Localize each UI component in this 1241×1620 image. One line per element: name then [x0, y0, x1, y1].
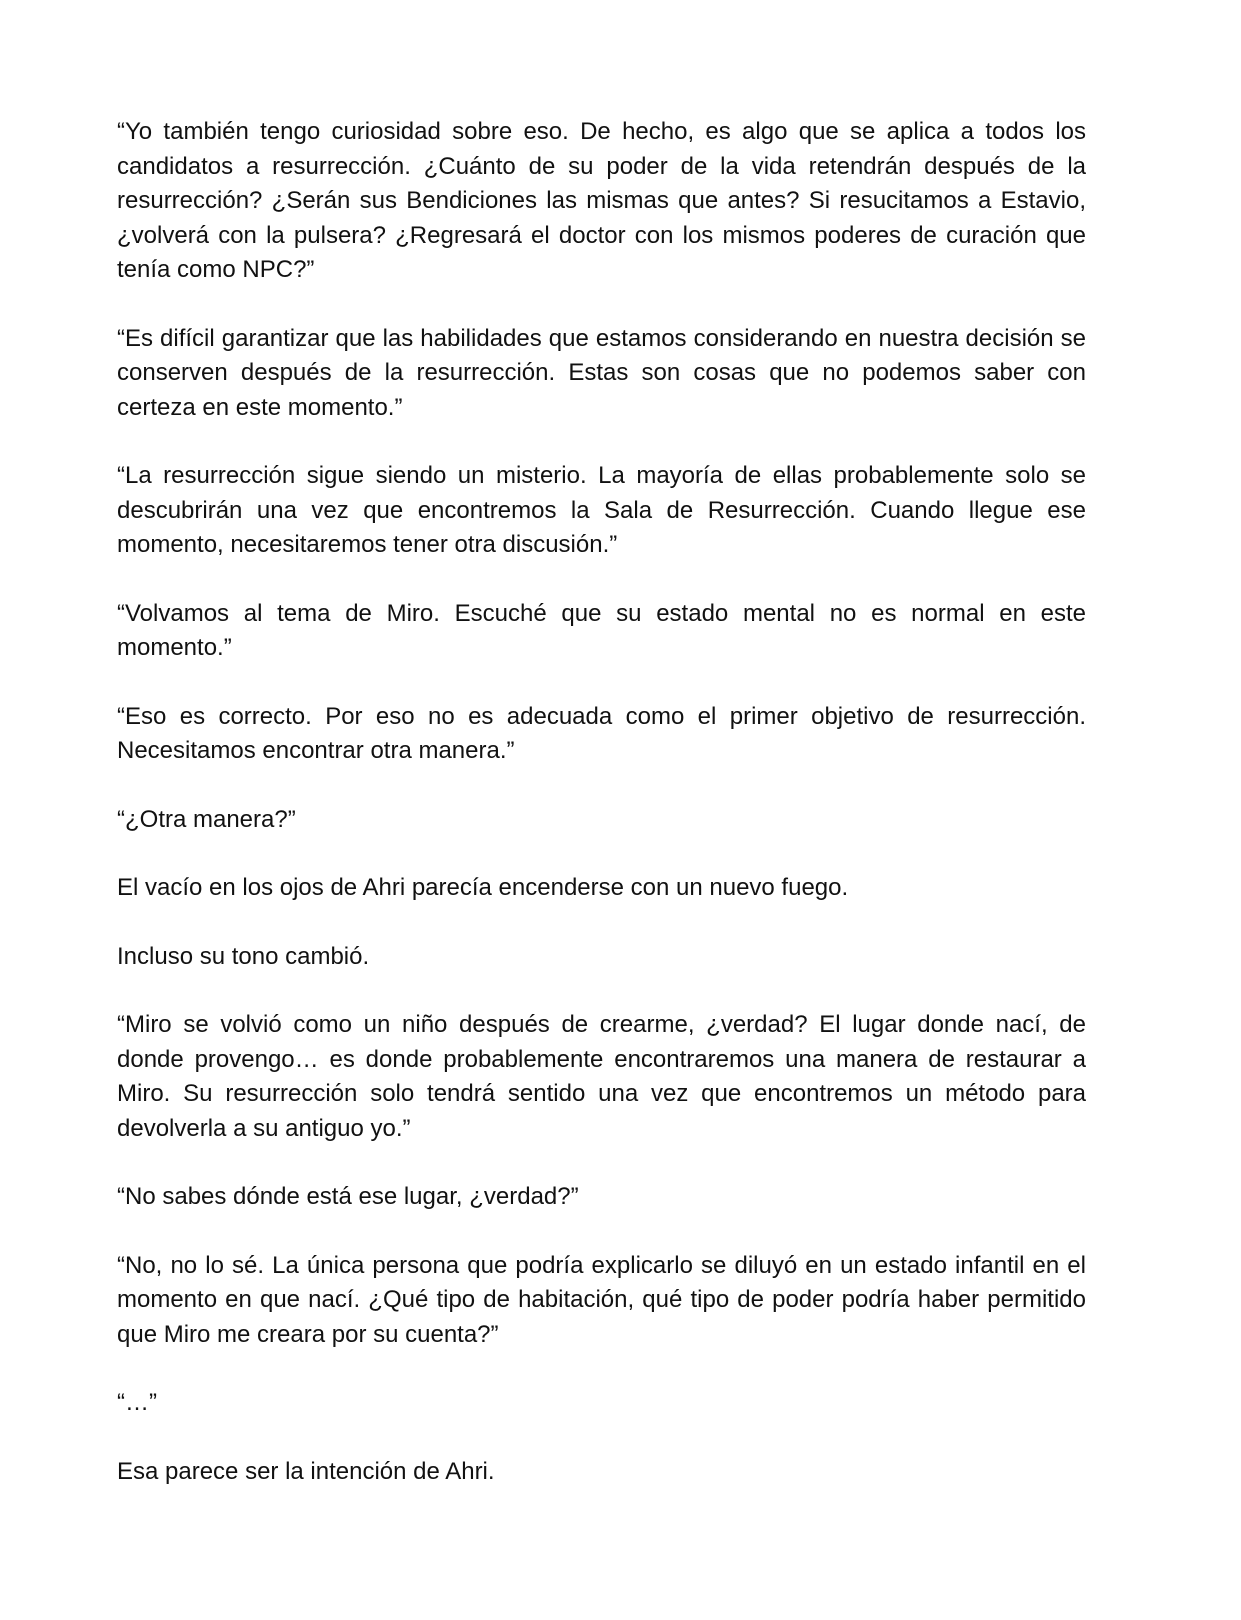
paragraph: “Eso es correcto. Por eso no es adecuada como el primer objetivo de resurrección. Necesitamos encontrar otra manera.” — [117, 702, 1086, 764]
paragraph: “No sabes dónde está ese lugar, ¿verdad?” — [117, 1183, 579, 1210]
paragraph: Incluso su tono cambió. — [117, 942, 370, 970]
paragraph: “Yo también tengo curiosidad sobre eso. De hecho, es algo que se aplica a todos los candidatos a resurrección. ¿Cuánto de su poder de la vida retendrán después de la resurrección? ¿Serán sus Bendiciones las mismas que antes? Si resucitamos a Estavio, ¿volverá con la pulsera? ¿Regresará el doctor con los mismos poderes de curación que tenía como NPC?” — [117, 118, 1086, 283]
paragraph: “¿Otra manera?” — [117, 805, 296, 833]
paragraph: “La resurrección sigue siendo un misterio. La mayoría de ellas probablemente solo se descubrirán una vez que encontremos la Sala de Resurrección. Cuando llegue ese momento, necesitaremos tener otra discusión.” — [117, 462, 1086, 558]
paragraph: “Es difícil garantizar que las habilidades que estamos considerando en nuestra decisión se conserven después de la resurrección. Estas son cosas que no podemos saber con certeza en este momento.” — [117, 324, 1086, 421]
paragraph: “Miro se volvió como un niño después de crearme, ¿verdad? El lugar donde nací, de donde provengo… es donde probablemente encontraremos una manera de restaurar a Miro. Su resurrección solo tendrá sentido una vez que encontremos un método para devolverla a su antiguo yo.” — [117, 1011, 1086, 1142]
paragraph: “No, no lo sé. La única persona que podría explicarlo se diluyó en un estado infantil en el momento en que nací. ¿Qué tipo de habitación, qué tipo de poder podría haber permitido que Miro me creara por su cuenta?” — [117, 1251, 1086, 1348]
paragraph: El vacío en los ojos de Ahri parecía encenderse con un nuevo fuego. — [117, 874, 849, 901]
paragraph: “Volvamos al tema de Miro. Escuché que su estado mental no es normal en este momento.” — [117, 599, 1086, 661]
paragraph: Esa parece ser la intención de Ahri. — [117, 1457, 495, 1485]
document-body — [117, 115, 1086, 1523]
paragraph: “…” — [117, 1389, 157, 1416]
